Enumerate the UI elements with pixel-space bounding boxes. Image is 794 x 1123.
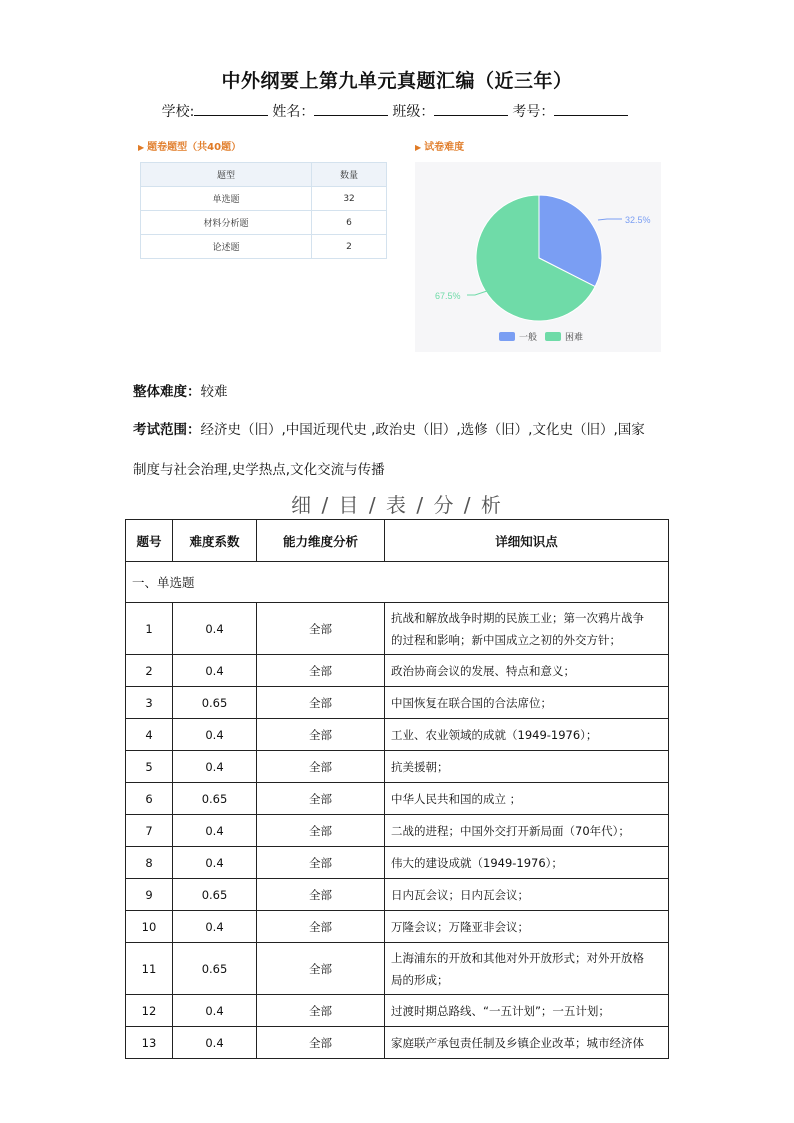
knowledge-point-line: 工业、农业领域的成就（1949-1976）； [391,727,598,742]
question-number: 7 [126,815,173,847]
table-row [126,783,669,815]
question-count: 32 [312,187,387,211]
exam-scope [133,418,645,438]
ability-dimension: 全部 [257,995,385,1027]
table-row [141,211,387,235]
difficulty-heading-text: 试卷难度 [424,142,465,153]
table-row [126,911,669,943]
knowledge-points [385,847,669,879]
knowledge-point-line: 中国恢复在联合国的合法席位； [391,695,552,710]
difficulty-coefficient: 0.4 [173,1027,257,1059]
triangle-bullet-icon: ▶ [138,143,145,152]
knowledge-points [385,995,669,1027]
knowledge-points [385,655,669,687]
question-types-heading [138,138,241,153]
class-blank [434,102,508,116]
knowledge-points [385,1027,669,1059]
legend-swatch-1 [545,332,561,341]
table-row [126,751,669,783]
knowledge-point-line: 局的形成； [391,972,449,987]
label-leader-line-0 [598,219,622,220]
ability-dimension: 全部 [257,719,385,751]
knowledge-points [385,783,669,815]
difficulty-coefficient: 0.4 [173,603,257,655]
knowledge-point-line: 二战的进程；中国外交打开新局面（70年代）； [391,823,630,838]
ability-dimension: 全部 [257,603,385,655]
exam-no-blank [554,102,628,116]
ability-dimension: 全部 [257,655,385,687]
question-number: 5 [126,751,173,783]
exam-scope-line1: 经济史（旧）,中国近现代史 ,政治史（旧）,选修（旧）,文化史（旧）,国家 [200,422,645,438]
name-blank [314,102,388,116]
question-number: 4 [126,719,173,751]
column-header: 难度系数 [173,520,257,562]
difficulty-coefficient: 0.65 [173,783,257,815]
exam-no-label: 考号： [512,104,555,120]
ability-dimension: 全部 [257,911,385,943]
question-count: 6 [312,211,387,235]
exam-scope-label: 考试范围： [133,422,201,438]
knowledge-points [385,751,669,783]
column-header: 题号 [126,520,173,562]
difficulty-coefficient: 0.4 [173,751,257,783]
difficulty-coefficient: 0.4 [173,655,257,687]
ability-dimension: 全部 [257,687,385,719]
exam-scope-line2: 制度与社会治理,史学热点,文化交流与传播 [133,462,385,478]
question-number: 11 [126,943,173,995]
legend-label-0: 一般 [519,333,538,343]
overall-difficulty [133,380,228,400]
ability-dimension: 全部 [257,1027,385,1059]
class-label: 班级： [392,104,435,120]
difficulty-coefficient: 0.4 [173,995,257,1027]
table-row [126,687,669,719]
knowledge-points [385,943,669,995]
table-row [126,603,669,655]
question-count: 2 [312,235,387,259]
table-row [126,943,669,995]
detail-header-row [126,520,669,562]
table-row [126,655,669,687]
knowledge-point-line: 上海浦东的开放和其他对外开放形式；对外开放格 [391,950,644,965]
legend-label-1: 困难 [565,333,584,343]
question-number: 10 [126,911,173,943]
question-number: 13 [126,1027,173,1059]
label-leader-line-1 [467,291,487,295]
page-title: 中外纲要上第九单元真题汇编（近三年） [221,70,573,92]
overall-difficulty-value: 较难 [200,384,228,400]
triangle-bullet-icon: ▶ [415,143,422,152]
table-row [126,1027,669,1059]
knowledge-points [385,719,669,751]
table-row [126,879,669,911]
detail-section-title: 细 / 目 / 表 / 分 / 析 [291,493,503,517]
name-label: 姓名： [272,104,315,120]
exam-scope-continued [133,458,385,478]
ability-dimension: 全部 [257,815,385,847]
exam-no-field [512,101,632,121]
question-number: 1 [126,603,173,655]
school-blank [194,102,268,116]
difficulty-coefficient: 0.4 [173,719,257,751]
difficulty-pie-chart [415,162,661,352]
table-row [126,995,669,1027]
pie-chart-svg [415,162,661,352]
name-field [272,101,392,121]
knowledge-points [385,815,669,847]
difficulty-heading [415,138,464,153]
ability-dimension: 全部 [257,879,385,911]
question-number: 3 [126,687,173,719]
overall-difficulty-label: 整体难度： [133,384,201,400]
knowledge-point-line: 政治协商会议的发展、特点和意义； [391,663,575,678]
knowledge-point-line: 中华人民共和国的成立 ； [391,791,522,806]
question-types-header-row [141,163,387,187]
question-number: 2 [126,655,173,687]
chart-legend [499,331,583,343]
table-row [126,815,669,847]
question-types-table [140,162,387,259]
knowledge-point-line: 日内瓦会议；日内瓦会议； [391,887,529,902]
slice-label-0: 32.5% [625,215,651,225]
column-header: 数量 [312,163,387,187]
question-number: 9 [126,879,173,911]
school-field [162,101,273,121]
class-field [392,101,512,121]
table-row [126,719,669,751]
section-row [126,562,669,603]
difficulty-coefficient: 0.65 [173,687,257,719]
table-row [141,187,387,211]
column-header: 能力维度分析 [257,520,385,562]
ability-dimension: 全部 [257,847,385,879]
column-header: 题型 [141,163,312,187]
question-number: 6 [126,783,173,815]
question-number: 8 [126,847,173,879]
question-type: 单选题 [141,187,312,211]
ability-dimension: 全部 [257,943,385,995]
slice-label-1: 67.5% [435,291,461,301]
table-row [126,847,669,879]
ability-dimension: 全部 [257,751,385,783]
ability-dimension: 全部 [257,783,385,815]
knowledge-point-line: 万隆会议；万隆亚非会议； [391,919,529,934]
knowledge-points [385,879,669,911]
legend-swatch-0 [499,332,515,341]
difficulty-coefficient: 0.4 [173,815,257,847]
question-type: 论述题 [141,235,312,259]
knowledge-point-line: 伟大的建设成就（1949-1976）； [391,855,563,870]
table-row [141,235,387,259]
difficulty-coefficient: 0.4 [173,847,257,879]
question-number: 12 [126,995,173,1027]
section-label: 一、单选题 [126,562,669,603]
knowledge-points [385,603,669,655]
knowledge-point-line: 抗战和解放战争时期的民族工业；第一次鸦片战争 [391,610,644,625]
detail-table [125,519,669,1059]
knowledge-points [385,687,669,719]
difficulty-coefficient: 0.65 [173,879,257,911]
question-types-heading-text: 题卷题型（共40题） [147,142,242,153]
knowledge-points [385,911,669,943]
difficulty-coefficient: 0.4 [173,911,257,943]
difficulty-coefficient: 0.65 [173,943,257,995]
column-header: 详细知识点 [385,520,669,562]
knowledge-point-line: 抗美援朝； [391,759,449,774]
school-label: 学校: [161,104,195,120]
knowledge-point-line: 的过程和影响；新中国成立之初的外交方针； [391,632,621,647]
knowledge-point-line: 家庭联产承包责任制及乡镇企业改革；城市经济体 [391,1035,644,1050]
question-type: 材料分析题 [141,211,312,235]
student-info-line [0,101,794,121]
knowledge-point-line: 过渡时期总路线、“一五计划”；一五计划； [391,1003,610,1018]
